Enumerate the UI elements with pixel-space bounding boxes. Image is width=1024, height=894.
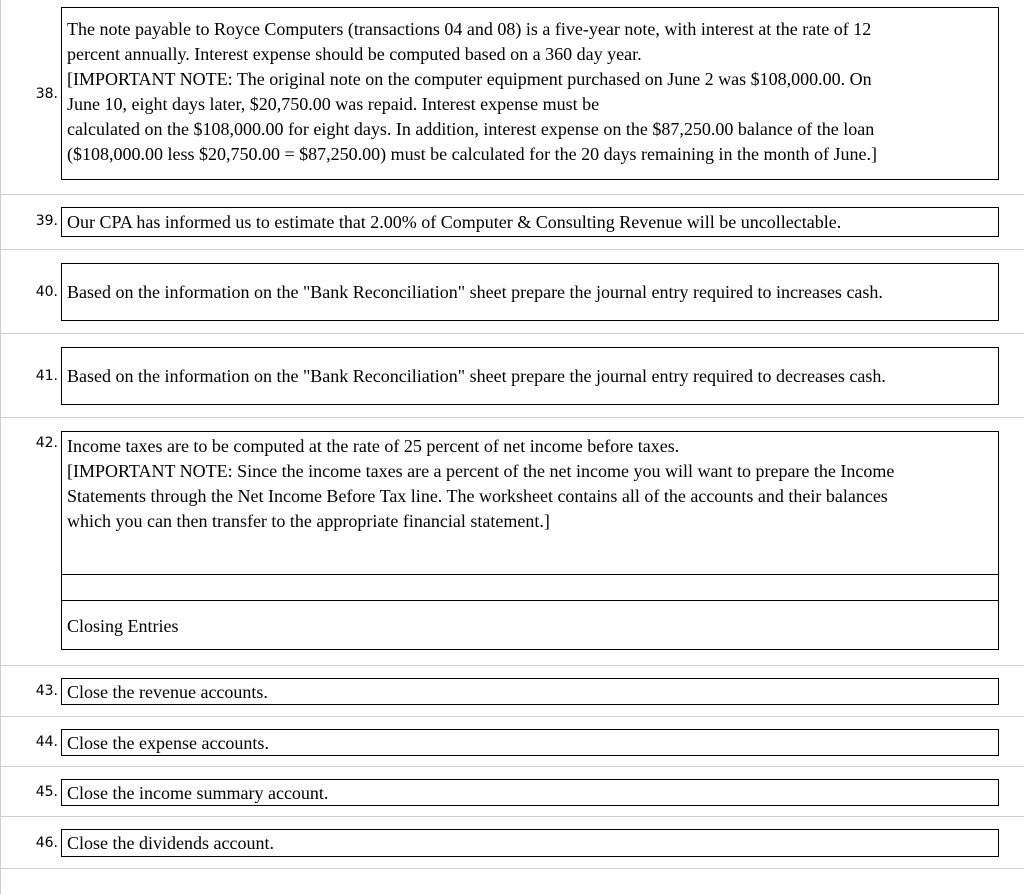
line: [IMPORTANT NOTE: The original note on the computer equipment purchased on June 2 was $108,000.00. On: [67, 69, 872, 89]
line: calculated on the $108,000.00 for eight days. In addition, interest expense on the $87,250.00 balance of the loan: [67, 119, 875, 139]
blank-cell[interactable]: [61, 574, 999, 601]
line: which you can then transfer to the appropriate financial statement.]: [67, 511, 550, 531]
grid-line: [0, 665, 1024, 666]
line: Income taxes are to be computed at the rate of 25 percent of net income before taxes.: [67, 436, 680, 456]
grid-line: [0, 333, 1024, 334]
grid-line: [0, 716, 1024, 717]
instruction-cell-46[interactable]: [61, 829, 999, 857]
item-number: 45.: [35, 784, 58, 800]
section-heading-closing-entries[interactable]: [61, 600, 999, 650]
instruction-text: Close the income summary account.: [67, 783, 329, 803]
item-number: 42.: [35, 435, 58, 451]
instruction-cell-41[interactable]: [61, 347, 999, 405]
instruction-cell-38[interactable]: [61, 7, 999, 180]
instruction-text: Based on the information on the "Bank Reconciliation" sheet prepare the journal entry required to decreases cash.: [67, 366, 886, 386]
item-number: 44.: [35, 734, 58, 750]
item-number: 43.: [35, 683, 58, 699]
instruction-cell-39[interactable]: [61, 207, 999, 237]
line: The note payable to Royce Computers (transactions 04 and 08) is a five-year note, with interest at the rate of 12: [67, 19, 872, 39]
instruction-text: Our CPA has informed us to estimate that 2.00% of Computer & Consulting Revenue will be uncollectable.: [67, 212, 842, 232]
instruction-text: Close the revenue accounts.: [67, 682, 268, 702]
instruction-cell-44[interactable]: [61, 729, 999, 756]
instruction-cell-42[interactable]: [61, 431, 999, 575]
line: [IMPORTANT NOTE: Since the income taxes are a percent of the net income you will want to prepare the Income: [67, 461, 895, 481]
grid-line: [0, 766, 1024, 767]
instruction-text: Close the expense accounts.: [67, 733, 269, 753]
item-number: 39.: [35, 213, 58, 229]
item-number: 40.: [35, 284, 58, 300]
line: percent annually. Interest expense should be computed based on a 360 day year.: [67, 44, 642, 64]
section-title: Closing Entries: [67, 616, 179, 636]
item-number: 46.: [35, 835, 58, 851]
line: ($108,000.00 less $20,750.00 = $87,250.00) must be calculated for the 20 days remaining in the month of June.]: [67, 144, 878, 164]
grid-line: [0, 816, 1024, 817]
instruction-cell-40[interactable]: [61, 263, 999, 321]
instruction-text: Close the dividends account.: [67, 833, 274, 853]
item-number: 41.: [35, 368, 58, 384]
instruction-cell-43[interactable]: [61, 678, 999, 705]
line: June 10, eight days later, $20,750.00 was repaid. Interest expense must be: [67, 94, 600, 114]
grid-line: [0, 194, 1024, 195]
grid-line: [0, 417, 1024, 418]
instruction-cell-45[interactable]: [61, 779, 999, 806]
grid-line: [0, 868, 1024, 869]
grid-line: [0, 249, 1024, 250]
line: Statements through the Net Income Before Tax line. The worksheet contains all of the accounts and their balances: [67, 486, 888, 506]
instruction-text: Based on the information on the "Bank Reconciliation" sheet prepare the journal entry required to increases cash.: [67, 282, 883, 302]
item-number: 38.: [35, 86, 58, 102]
